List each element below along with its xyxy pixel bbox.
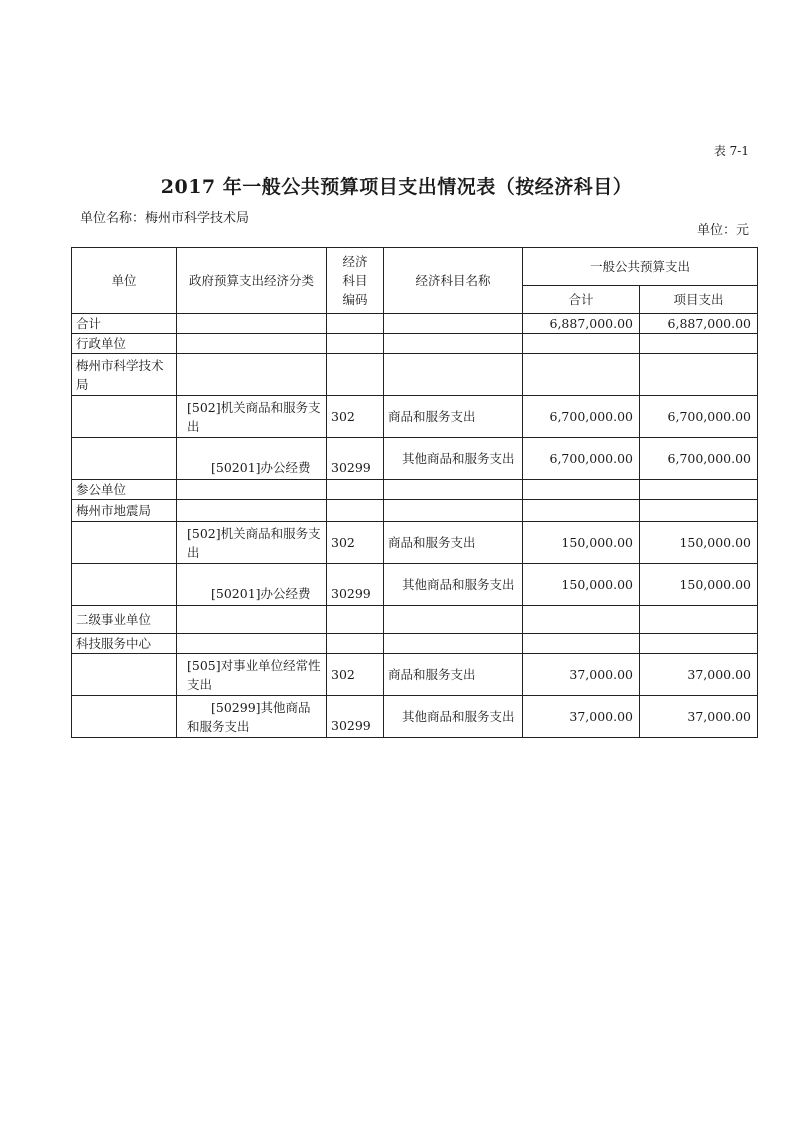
cell-total: 6,700,000.00 <box>523 396 640 438</box>
cell-project <box>640 606 758 634</box>
cell-total: 37,000.00 <box>523 654 640 696</box>
cell-project <box>640 334 758 354</box>
cell-project: 6,887,000.00 <box>640 314 758 334</box>
cell-code <box>327 480 384 500</box>
cell-gov-class <box>177 480 327 500</box>
header-econ-name: 经济科目名称 <box>384 248 523 314</box>
cell-gov-class <box>177 354 327 396</box>
cell-gov-class: [505]对事业单位经常性支出 <box>177 654 327 696</box>
cell-unit: 梅州市地震局 <box>72 500 177 522</box>
cell-unit: 参公单位 <box>72 480 177 500</box>
cell-name: 其他商品和服务支出 <box>384 438 523 480</box>
cell-name <box>384 500 523 522</box>
table-row <box>72 438 758 480</box>
table-row <box>72 654 758 696</box>
table-row <box>72 354 758 396</box>
table-row <box>72 522 758 564</box>
cell-total: 150,000.00 <box>523 564 640 606</box>
cell-unit <box>72 696 177 738</box>
cell-project: 150,000.00 <box>640 564 758 606</box>
cell-name <box>384 354 523 396</box>
cell-code <box>327 314 384 334</box>
cell-total: 37,000.00 <box>523 696 640 738</box>
header-unit: 单位 <box>72 248 177 314</box>
cell-unit <box>72 564 177 606</box>
cell-project: 150,000.00 <box>640 522 758 564</box>
cell-gov-class <box>177 606 327 634</box>
cell-unit: 梅州市科学技术局 <box>72 354 177 396</box>
cell-project: 37,000.00 <box>640 696 758 738</box>
table-row <box>72 314 758 334</box>
cell-project: 6,700,000.00 <box>640 396 758 438</box>
table-row <box>72 500 758 522</box>
header-project: 项目支出 <box>640 286 758 314</box>
cell-unit: 科技服务中心 <box>72 634 177 654</box>
cell-total: 6,887,000.00 <box>523 314 640 334</box>
table-row <box>72 564 758 606</box>
cell-gov-class: [502]机关商品和服务支出 <box>177 396 327 438</box>
cell-code: 302 <box>327 654 384 696</box>
cell-name: 商品和服务支出 <box>384 654 523 696</box>
cell-name: 其他商品和服务支出 <box>384 564 523 606</box>
cell-gov-class: [502]机关商品和服务支出 <box>177 522 327 564</box>
cell-project: 37,000.00 <box>640 654 758 696</box>
cell-unit <box>72 654 177 696</box>
cell-gov-class <box>177 334 327 354</box>
cell-gov-class <box>177 634 327 654</box>
table-row <box>72 334 758 354</box>
cell-total <box>523 606 640 634</box>
cell-gov-class: [50201]办公经费 <box>177 438 327 480</box>
cell-code <box>327 634 384 654</box>
cell-project <box>640 354 758 396</box>
cell-gov-class <box>177 500 327 522</box>
cell-name <box>384 334 523 354</box>
header-total: 合计 <box>523 286 640 314</box>
cell-name: 其他商品和服务支出 <box>384 696 523 738</box>
cell-unit: 合计 <box>72 314 177 334</box>
table-row <box>72 606 758 634</box>
cell-code <box>327 606 384 634</box>
cell-unit: 行政单位 <box>72 334 177 354</box>
cell-total <box>523 354 640 396</box>
cell-total <box>523 500 640 522</box>
cell-unit <box>72 438 177 480</box>
cell-unit <box>72 522 177 564</box>
cell-code <box>327 500 384 522</box>
table-row <box>72 396 758 438</box>
table-row <box>72 480 758 500</box>
cell-code: 302 <box>327 396 384 438</box>
cell-code: 302 <box>327 522 384 564</box>
header-row <box>72 248 758 286</box>
table-number: 表 7-1 <box>713 144 749 158</box>
cell-name <box>384 314 523 334</box>
cell-total: 6,700,000.00 <box>523 438 640 480</box>
cell-code <box>327 334 384 354</box>
cell-gov-class <box>177 314 327 334</box>
cell-total <box>523 634 640 654</box>
cell-gov-class: [50299]其他商品和服务支出 <box>177 696 327 738</box>
unit-name-label: 单位名称：梅州市科学技术局 <box>80 211 250 226</box>
page-title: 2017 年一般公共预算项目支出情况表（按经济科目） <box>160 176 633 198</box>
cell-project <box>640 500 758 522</box>
expenditure-table <box>71 247 758 738</box>
cell-total <box>523 334 640 354</box>
cell-name <box>384 634 523 654</box>
cell-total <box>523 480 640 500</box>
cell-name: 商品和服务支出 <box>384 396 523 438</box>
cell-project <box>640 634 758 654</box>
table-row <box>72 634 758 654</box>
cell-name <box>384 480 523 500</box>
header-budget-group: 一般公共预算支出 <box>523 248 758 286</box>
cell-code: 30299 <box>327 438 384 480</box>
cell-code: 30299 <box>327 564 384 606</box>
cell-total: 150,000.00 <box>523 522 640 564</box>
cell-project: 6,700,000.00 <box>640 438 758 480</box>
cell-gov-class: [50201]办公经费 <box>177 564 327 606</box>
cell-unit: 二级事业单位 <box>72 606 177 634</box>
cell-unit <box>72 396 177 438</box>
cell-code: 30299 <box>327 696 384 738</box>
cell-project <box>640 480 758 500</box>
cell-name: 商品和服务支出 <box>384 522 523 564</box>
table-row <box>72 696 758 738</box>
currency-unit-label: 单位：元 <box>696 223 749 238</box>
header-econ-code: 经济科目编码 <box>327 248 384 314</box>
header-gov-class: 政府预算支出经济分类 <box>177 248 327 314</box>
cell-code <box>327 354 384 396</box>
cell-name <box>384 606 523 634</box>
